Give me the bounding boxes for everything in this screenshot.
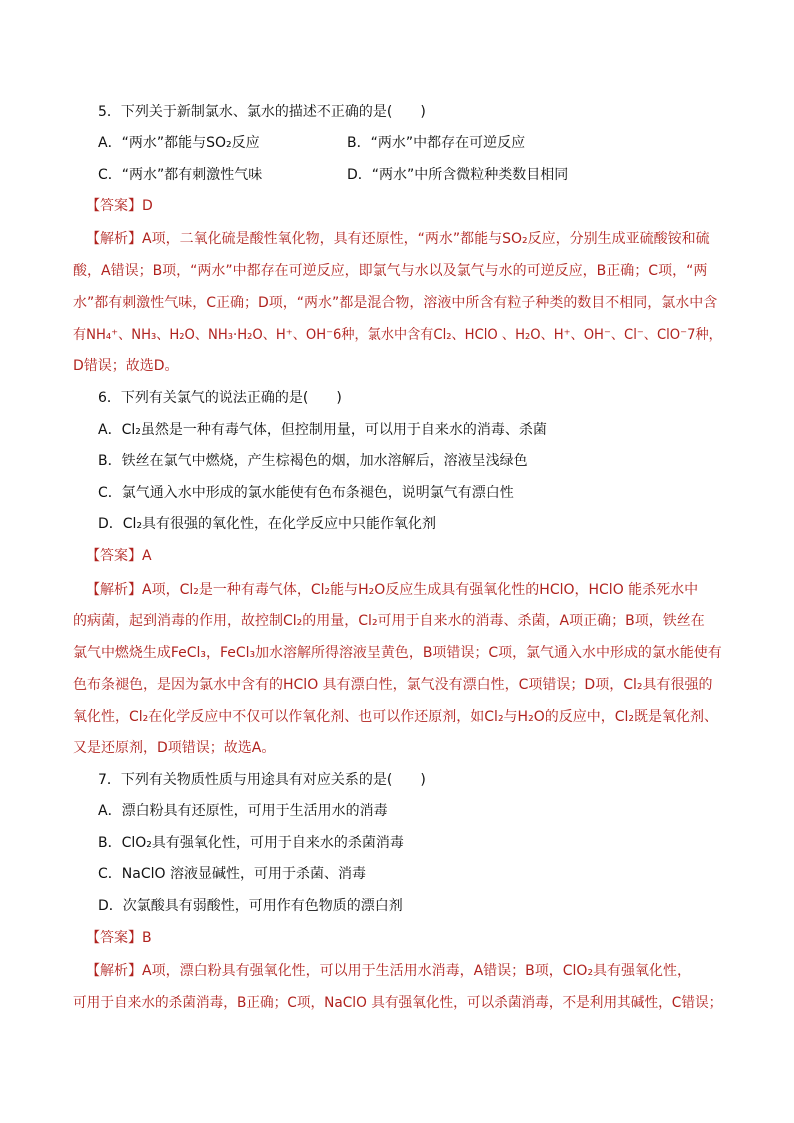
q6-explain-line-4: 色布条褪色，是因为氯水中含有的HClO 具有漂白性，氯气没有漂白性，C项错误；D项，Cl₂具有很强的 xyxy=(73,677,713,693)
answer-value: A xyxy=(142,548,152,564)
q7-option-b: B．ClO₂具有强氧化性，可用于自来水的杀菌消毒 xyxy=(98,835,404,851)
explain-label: 【解析】 xyxy=(86,582,142,598)
q7-option-d: D．次氯酸具有弱酸性，可用作有色物质的漂白剂 xyxy=(98,898,403,914)
q6-stem: 6．下列有关氯气的说法正确的是( ) xyxy=(98,390,342,406)
answer-label: 【答案】 xyxy=(86,548,142,564)
q5-explain-line-4: 有NH₄⁺、NH₃、H₂O、NH₃·H₂O、H⁺、OH⁻6种，氯水中含有Cl₂、HClO 、H₂O、H⁺、OH⁻、Cl⁻、ClO⁻7种， xyxy=(73,327,722,343)
q7-stem: 7．下列有关物质性质与用途具有对应关系的是( ) xyxy=(98,772,426,788)
q6-option-d: D．Cl₂具有很强的氧化性，在化学反应中只能作氧化剂 xyxy=(98,516,437,532)
q6-explain-line-5: 氧化性，Cl₂在化学反应中不仅可以作氧化剂、也可以作还原剂，如Cl₂与H₂O的反应中，Cl₂既是氧化剂、 xyxy=(73,709,718,725)
q5-stem: 5．下列关于新制氯水、氯水的描述不正确的是( ) xyxy=(98,104,426,120)
q6-explain-line-3: 氯气中燃烧生成FeCl₃，FeCl₃加水溶解所得溶液呈黄色，B项错误；C项，氯气通入水中形成的氯水能使有 xyxy=(73,645,722,661)
explain-label: 【解析】 xyxy=(86,963,142,979)
q6-answer xyxy=(86,546,152,566)
q6-option-b: B．铁丝在氯气中燃烧，产生棕褐色的烟，加水溶解后，溶液呈浅绿色 xyxy=(98,453,528,469)
q5-explain-line-1: 【解析】A项，二氧化硫是酸性氧化物，具有还原性，“两水”都能与SO₂反应，分别生成亚硫酸铵和硫 xyxy=(86,231,710,247)
q5-option-a: A．“两水”都能与SO₂反应 xyxy=(98,135,260,151)
q5-option-d: D．“两水”中所含微粒种类数目相同 xyxy=(347,167,569,183)
q7-option-a: A．漂白粉具有还原性，可用于生活用水的消毒 xyxy=(98,803,388,819)
q7-explain-line-2: 可用于自来水的杀菌消毒，B正确；C项，NaClO 具有强氧化性，可以杀菌消毒，不是利用其碱性，C错误； xyxy=(73,995,723,1011)
q6-option-c: C．氯气通入水中形成的氯水能使有色布条褪色，说明氯气有漂白性 xyxy=(98,485,514,501)
q7-explain-line-1: 【解析】A项，漂白粉具有强氧化性，可以用于生活用水消毒，A错误；B项，ClO₂具有强氧化性， xyxy=(86,963,692,979)
answer-value: B xyxy=(142,930,152,946)
explain-label: 【解析】 xyxy=(86,231,142,247)
answer-value: D xyxy=(142,198,153,214)
q5-explain-line-5: D错误；故选D。 xyxy=(73,358,179,374)
q6-explain-line-2: 的病菌，起到消毒的作用，故控制Cl₂的用量，Cl₂可用于自来水的消毒、杀菌，A项正确；B项，铁丝在 xyxy=(73,613,705,629)
q7-answer xyxy=(86,928,152,948)
q6-explain-line-6: 又是还原剂，D项错误；故选A。 xyxy=(73,740,276,756)
q5-explain-line-2: 酸，A错误；B项，“两水”中都存在可逆反应，即氯气与水以及氯气与水的可逆反应，B正确；C项，“两 xyxy=(73,263,708,279)
q5-answer xyxy=(86,196,153,216)
q5-option-b: B．“两水”中都存在可逆反应 xyxy=(347,135,526,151)
answer-label: 【答案】 xyxy=(86,198,142,214)
q7-option-c: C．NaClO 溶液显碱性，可用于杀菌、消毒 xyxy=(98,866,366,882)
q5-explain-line-3: 水”都有刺激性气味，C正确；D项，“两水”都是混合物，溶液中所含有粒子种类的数目不相同，氯水中含 xyxy=(73,295,718,311)
q6-explain-line-1: 【解析】A项，Cl₂是一种有毒气体，Cl₂能与H₂O反应生成具有强氧化性的HClO，HClO 能杀死水中 xyxy=(86,582,699,598)
q5-option-c: C．“两水”都有刺激性气味 xyxy=(98,167,263,183)
answer-label: 【答案】 xyxy=(86,930,142,946)
q6-option-a: A．Cl₂虽然是一种有毒气体，但控制用量，可以用于自来水的消毒、杀菌 xyxy=(98,422,547,438)
